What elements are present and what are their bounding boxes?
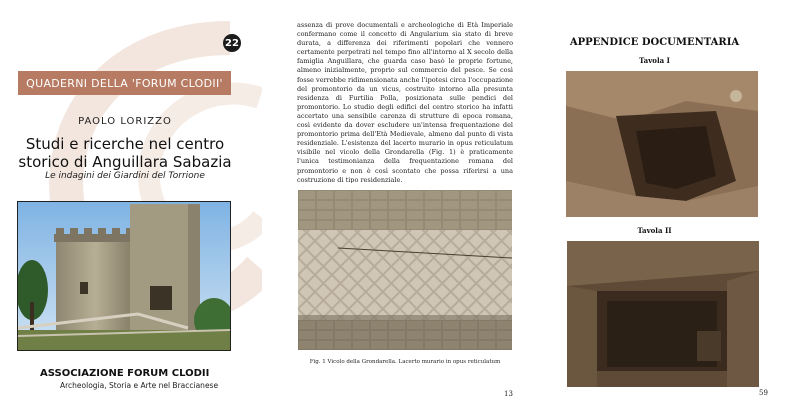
figure-caption: Fig. 1 Vicolo della Grondarella. Lacerto murario in opus reticulatum [309, 359, 501, 365]
book-title-line1: Studi e ricerche nel centro [25, 135, 225, 153]
association-subtitle: Archeologia, Storia e Arte nel Braccianese [60, 381, 219, 390]
page-number-13: 13 [504, 390, 513, 398]
author-name: PAOLO LORIZZO [78, 116, 172, 127]
figure-1-photo [298, 190, 512, 350]
plate-1-photo [566, 71, 758, 217]
book-title-line2: storico di Anguillara Sabazia [18, 153, 232, 171]
page-number-59: 59 [759, 389, 768, 397]
issue-number-badge: 22 [223, 34, 241, 52]
plate-2-photo [567, 241, 759, 387]
plate-2-label: Tavola II [637, 226, 672, 235]
plate-1-label: Tavola I [639, 56, 670, 65]
appendix-heading: APPENDICE DOCUMENTARIA [569, 37, 740, 48]
body-text: assenza di prove documentali e archeologiche di Età Imperiale confermano come il concetto di Angularium sia stato di breve durata, a differenza dei riferimenti popolari che vennero certamente perpetrati nel tempo fino all'intorno al X secolo della famiglia Anguillara, che guarda caso basò le proprie fortune, almeno inizialmente, proprio sul commercio del pesce. Se così fosse verrebbe ridimensionata anche l'ipotesi circa l'occupazione del promontorio da un vicus, costruito intorno alla presunta residenza di Furtilia Polla, posizionata sulle pendici del promontorio. Lo studio degli edifici del centro storico ha infatti accertato una sensibile carenza di strutture di epoca romana, così evidente da dover escludere un'intensa frequentazione del promontorio prima dell'Età Medievale, almeno dal punto di vista residenziale. L'esistenza del lacerto murario in opus reticulatum visibile nel vicolo della Grondarella (Fig. 1) è praticamente l'unica testimonianza della frequentazione romana del promontorio e non è così scontato che possa riferirsi a una costruzione di tipo residenziale. [297, 21, 513, 183]
series-title: QUADERNI DELLA 'FORUM CLODII' [18, 71, 231, 95]
book-subtitle: Le indagini dei Giardini del Torrione [45, 171, 205, 181]
book-title [0, 135, 250, 171]
cover-photo-castle [17, 201, 231, 351]
association-name: ASSOCIAZIONE FORUM CLODII [40, 368, 210, 379]
